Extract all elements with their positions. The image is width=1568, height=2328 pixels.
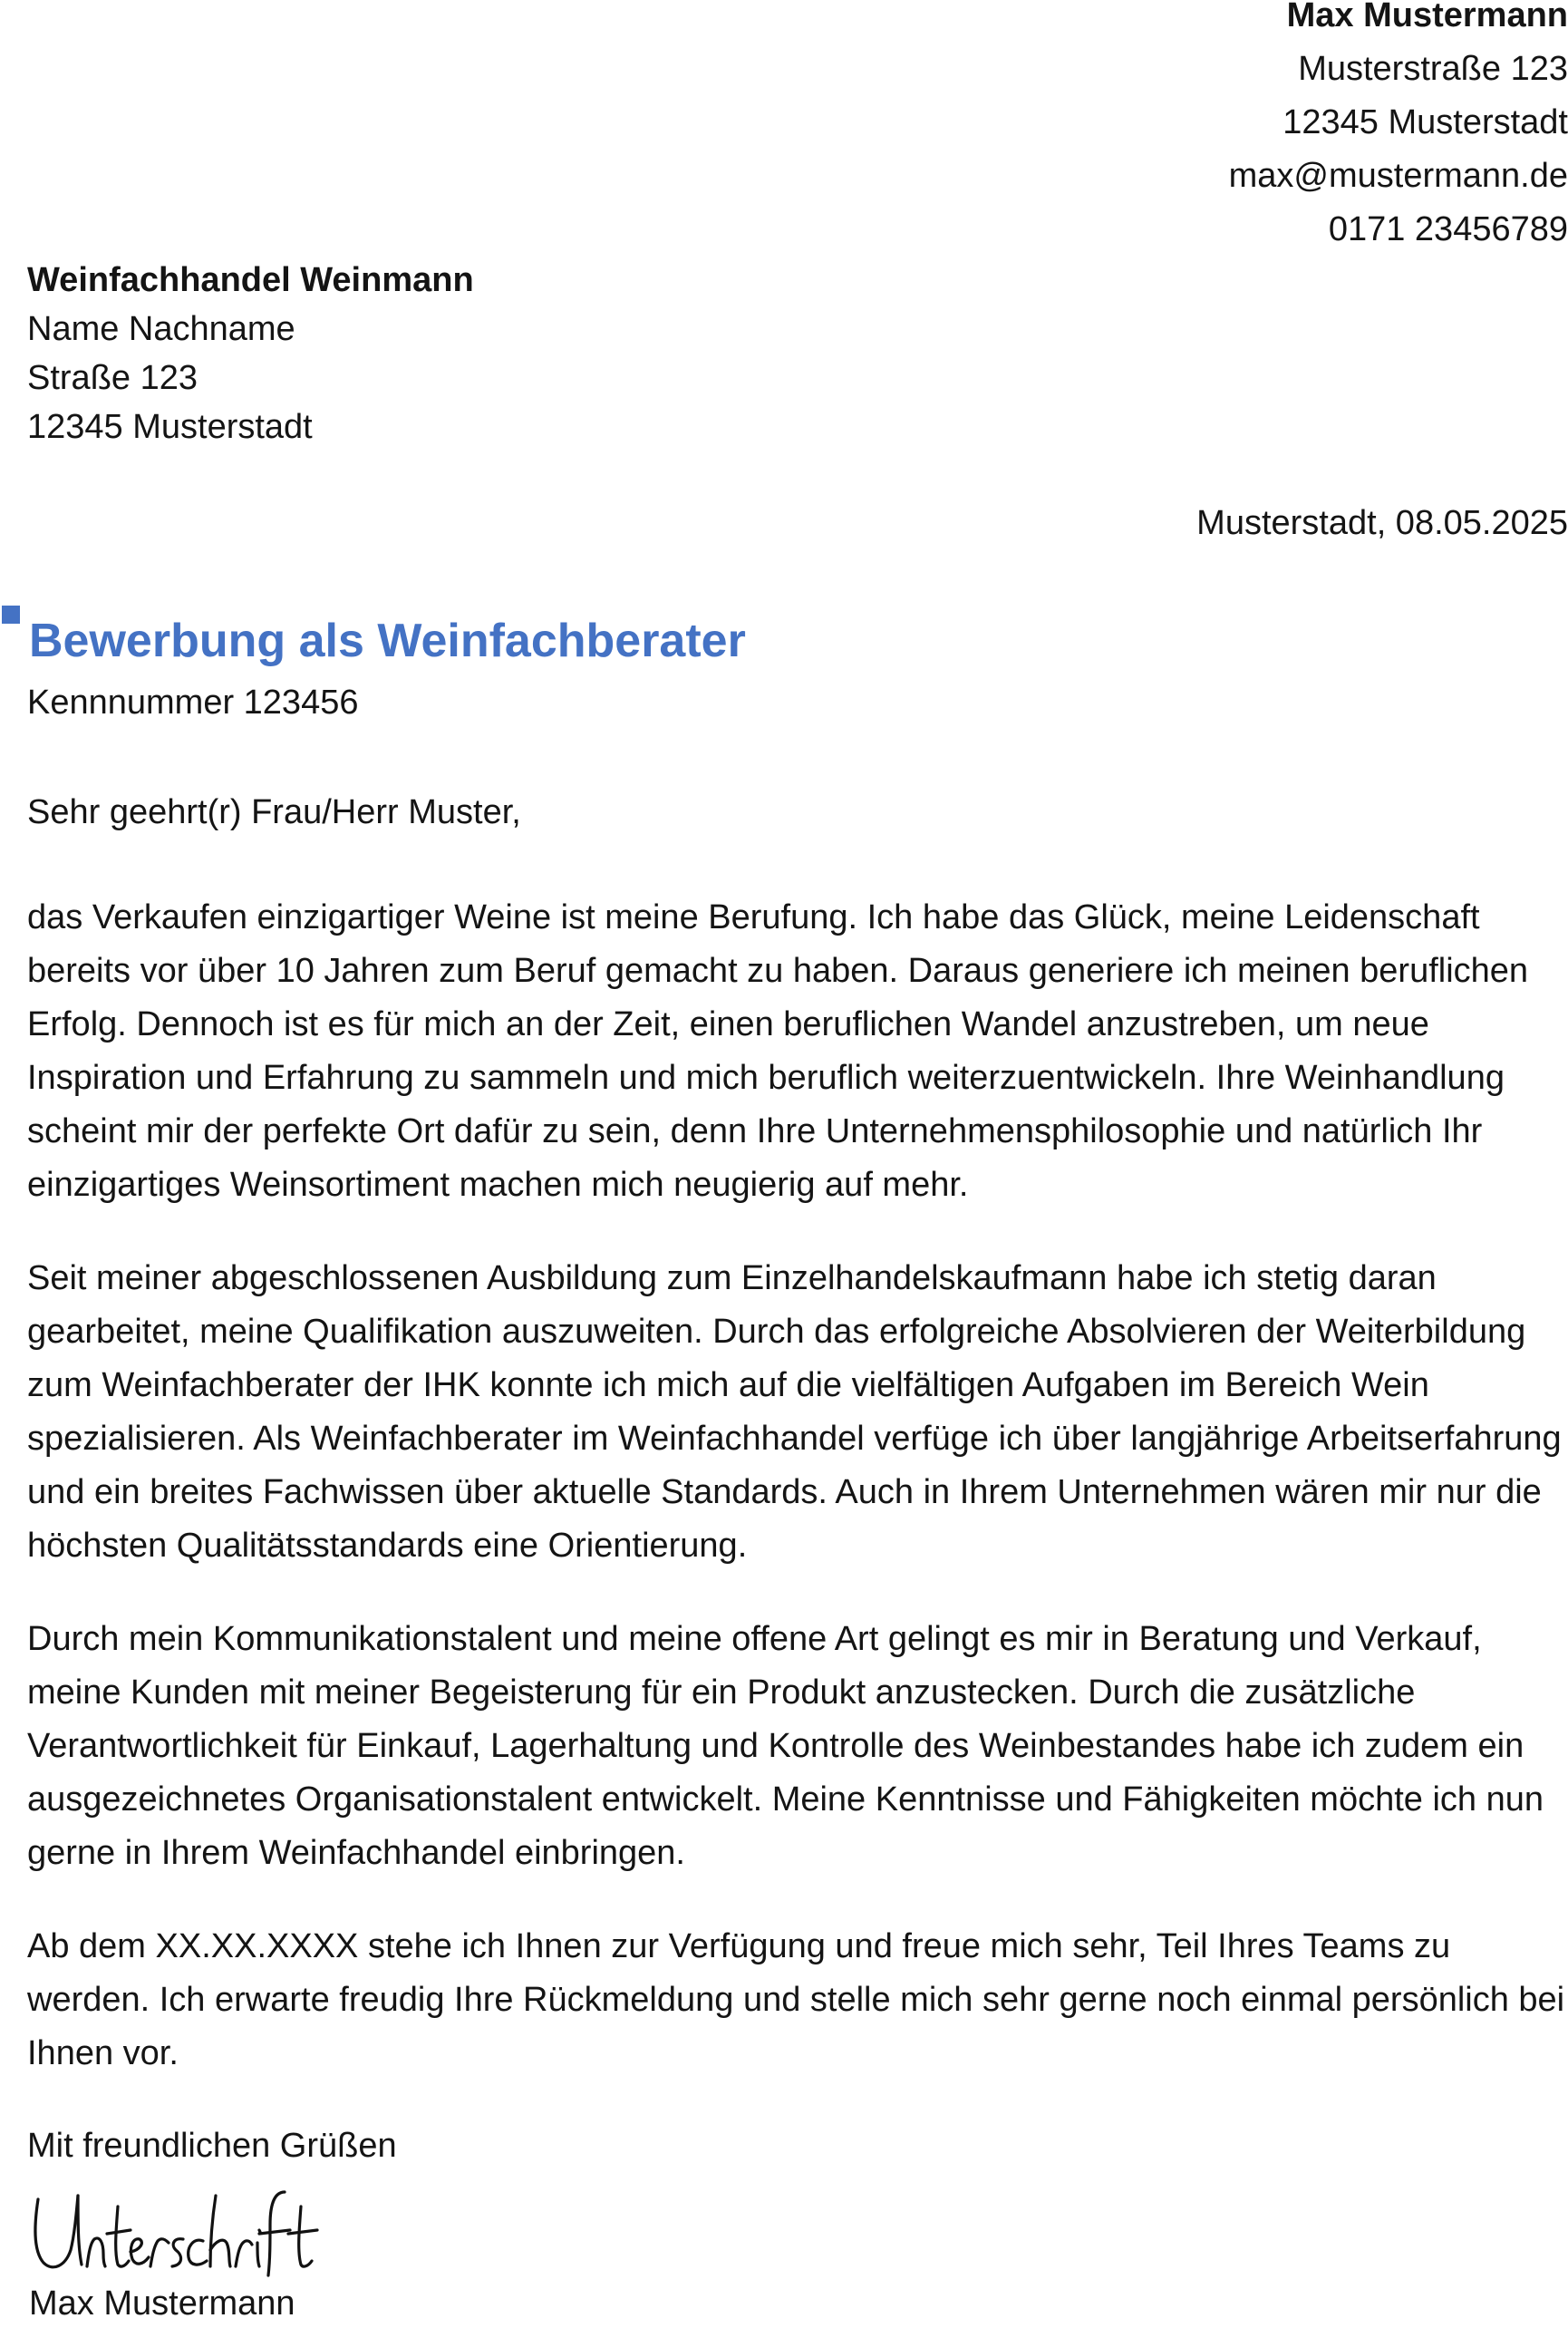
sender-street: Musterstraße 123 — [1298, 50, 1568, 88]
recipient-company: Weinfachhandel Weinmann — [27, 261, 474, 299]
subject-heading: Bewerbung als Weinfachberater — [29, 615, 746, 667]
date-line: Musterstadt, 08.05.2025 — [1196, 504, 1568, 542]
recipient-contact: Name Nachname — [27, 310, 295, 348]
recipient-street: Straße 123 — [27, 359, 198, 397]
sender-phone: 0171 23456789 — [1328, 210, 1568, 248]
sender-name: Max Mustermann — [1286, 0, 1568, 34]
recipient-city: 12345 Musterstadt — [27, 408, 313, 446]
body-paragraph: Seit meiner abgeschlossenen Ausbildung zum Einzelhandelskaufmann habe ich stetig daran gearbeitet, meine Qualifikation auszuweiten. Durch das erfolgreiche Absolvieren der Weiterbildung zum Weinfachberater der IHK konnte ich mich auf die vielfältigen Aufgaben im Bereich Wein spezialisieren. Als Weinfachberater im Weinfachhandel verfüge ich über langjährige Arbeitserfahrung und ein breites Fachwissen über aktuelle Standards. Auch in Ihrem Unternehmen wären mir nur die höchsten Qualitätsstandards eine Orientierung. — [27, 1259, 1562, 1565]
subject-marker-icon — [2, 606, 20, 624]
sender-address-block — [1024, 0, 1568, 257]
recipient-address-block — [27, 256, 843, 451]
closing-phrase: Mit freundlichen Grüßen — [27, 2127, 397, 2165]
body-paragraph: das Verkaufen einzigartiger Weine ist meine Berufung. Ich habe das Glück, meine Leidenschaft bereits vor über 10 Jahren zum Beruf gemacht zu haben. Daraus generiere ich meinen beruflichen Erfolg. Dennoch ist es für mich an der Zeit, einen beruflichen Wandel anzustreben, um neue Inspiration und Erfahrung zu sammeln und mich beruflich weiterzuentwickeln. Ihre Weinhandlung scheint mir der perfekte Ort dafür zu sein, denn Ihre Unternehmensphilosophie und natürlich Ihr einzigartiges Weinsortiment machen mich neugierig auf mehr. — [27, 898, 1529, 1204]
body-paragraph: Durch mein Kommunikationstalent und meine offene Art gelingt es mir in Beratung und Verkauf, meine Kunden mit meiner Begeisterung für ein Produkt anzustecken. Durch die zusätzliche Verantwortlichkeit für Einkauf, Lagerhaltung und Kontrolle des Weinbestandes habe ich zudem ein ausgezeichnetes Organisationstalent entwickelt. Meine Kenntnisse und Fähigkeiten möchte ich nun gerne in Ihrem Weinfachhandel einbringen. — [27, 1620, 1544, 1872]
body-paragraph: Ab dem XX.XX.XXXX stehe ich Ihnen zur Verfügung und freue mich sehr, Teil Ihres Teams zu werden. Ich erwarte freudig Ihre Rückmeldung und stelle mich sehr gerne noch einmal persönlich bei Ihnen vor. — [27, 1927, 1565, 2072]
salutation: Sehr geehrt(r) Frau/Herr Muster, — [27, 793, 521, 831]
sender-email: max@mustermann.de — [1228, 157, 1568, 195]
handwritten-signature — [31, 2179, 321, 2279]
signer-name: Max Mustermann — [29, 2284, 295, 2323]
letter-body — [27, 891, 1568, 2120]
reference-number: Kennnummer 123456 — [27, 684, 359, 722]
sender-city: 12345 Musterstadt — [1282, 103, 1568, 141]
